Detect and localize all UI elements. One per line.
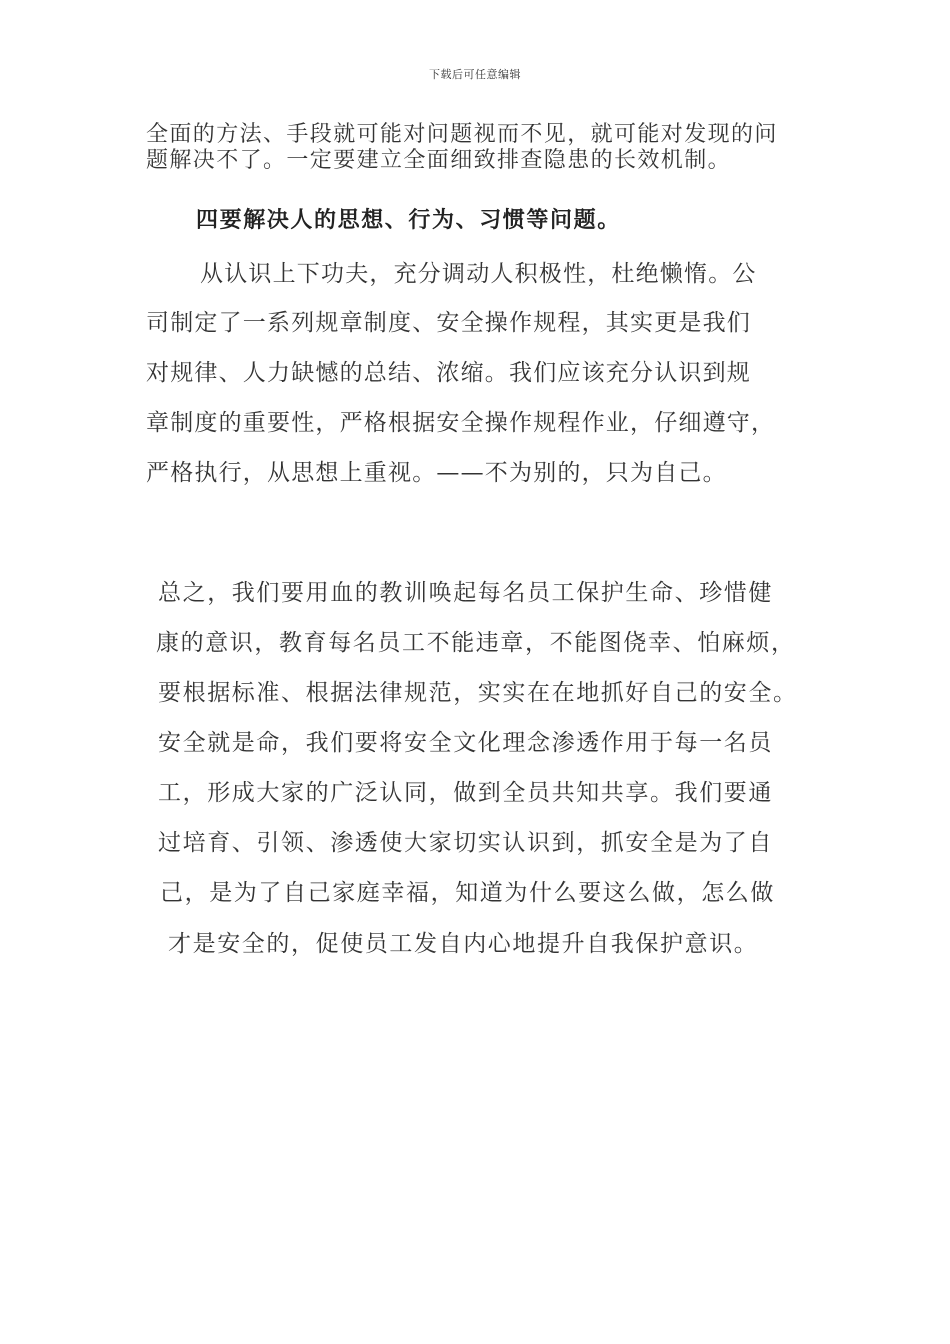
conclusion-line: 总之，我们要用血的教训唤起每名员工保护生命、珍惜健: [158, 580, 773, 606]
section-line: 严格执行，从思想上重视。——不为别的，只为自己。: [146, 460, 727, 486]
conclusion-line: 工，形成大家的广泛认同，做到全员共知共享。我们要通: [158, 780, 773, 806]
conclusion-line: 才是安全的，促使员工发自内心地提升自我保护意识。: [168, 931, 759, 957]
conclusion-line: 要根据标准、根据法律规范，实实在在地抓好自己的安全。: [158, 680, 798, 706]
conclusion-line: 安全就是命，我们要将安全文化理念渗透作用于每一名员: [158, 730, 773, 756]
section-line: 从认识上下功夫，充分调动人积极性，杜绝懒惰。公: [200, 261, 757, 287]
page-header: 下载后可任意编辑: [429, 68, 521, 81]
section-heading: 四要解决人的思想、行为、习惯等问题。: [196, 207, 621, 233]
section-line: 章制度的重要性，严格根据安全操作规程作业，仔细遵守，: [146, 410, 776, 436]
intro-line: 题解决不了。一定要建立全面细致排查隐患的长效机制。: [146, 148, 732, 173]
section-line: 对规律、人力缺憾的总结、浓缩。我们应该充分认识到规: [146, 360, 751, 386]
conclusion-line: 康的意识，教育每名员工不能违章，不能图侥幸、怕麻烦，: [156, 630, 796, 656]
intro-line: 全面的方法、手段就可能对问题视而不见，就可能对发现的问: [146, 122, 778, 147]
conclusion-line: 己，是为了自己家庭幸福，知道为什么要这么做，怎么做: [160, 880, 775, 906]
section-line: 司制定了一系列规章制度、安全操作规程，其实更是我们: [146, 310, 751, 336]
conclusion-line: 过培育、引领、渗透使大家切实认识到，抓安全是为了自: [158, 830, 773, 856]
